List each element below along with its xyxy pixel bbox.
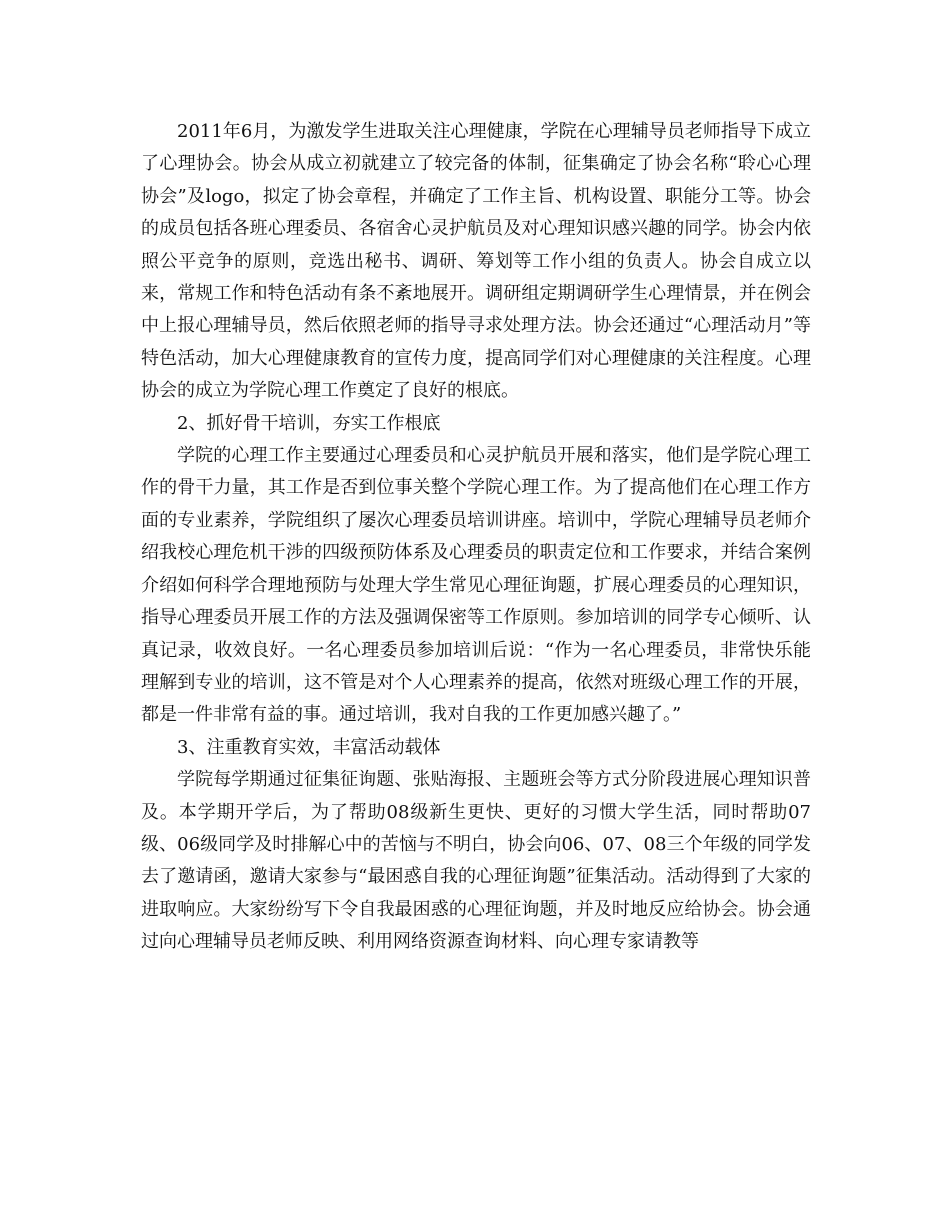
paragraph-education-activities: 学院每学期通过征集征询题、张贴海报、主题班会等方式分阶段进展心理知识普及。本学期开学后，为了帮助08级新生更快、更好的习惯大学生活，同时帮助07级、06级同学及时排解心中的苦恼与不明白，协会向06、07、08三个年级的同学发去了邀请函，邀请大家参与“最困惑自我的心理征询题”征集活动。活动得到了大家的进取响应。大家纷纷写下令自我最困惑的心理征询题，并及时地反应给协会。协会通过向心理辅导员老师反映、利用网络资源查询材料、向心理专家请教等 — [141, 769, 811, 953]
section-heading-backbone-training: 2、抓好骨干培训，夯实工作根底 — [177, 412, 441, 434]
paragraph-backbone-training: 学院的心理工作主要通过心理委员和心灵护航员开展和落实，他们是学院心理工作的骨干力量，其工作是否到位事关整个学院心理工作。为了提高他们在心理工作方面的专业素养，学院组织了屡次心理委员培训讲座。培训中，学院心理辅导员老师介绍我校心理危机干涉的四级预防体系及心理委员的职责定位和工作要求，并结合案例介绍如何科学合理地预防与处理大学生常见心理征询题，扩展心理委员的心理知识，指导心理委员开展工作的方法及强调保密等工作原则。参加培训的同学专心倾听、认真记录，收效良好。一名心理委员参加培训后说：“作为一名心理委员，非常快乐能理解到专业的培训，这不管是对个人心理素养的提高，依然对班级心理工作的开展，都是一件非常有益的事。通过培训，我对自我的工作更加感兴趣了。” — [141, 445, 811, 726]
document-body — [141, 116, 811, 959]
paragraph-association-founding: 2011年6月，为激发学生进取关注心理健康，学院在心理辅导员老师指导下成立了心理协会。协会从成立初就建立了较完备的体制，征集确定了协会名称“聆心心理协会”及logo，拟定了协会章程，并确定了工作主旨、机构设置、职能分工等。协会的成员包括各班心理委员、各宿舍心灵护航员及对心理知识感兴趣的同学。协会内依照公平竞争的原则，竞选出秘书、调研、筹划等工作小组的负责人。协会自成立以来，常规工作和特色活动有条不紊地展开。调研组定期调研学生心理情景，并在例会中上报心理辅导员，然后依照老师的指导寻求处理方法。协会还通过“心理活动月”等特色活动，加大心理健康教育的宣传力度，提高同学们对心理健康的关注程度。心理协会的成立为学院心理工作奠定了良好的根底。 — [141, 121, 811, 402]
section-heading-education-effectiveness: 3、注重教育实效，丰富活动载体 — [177, 736, 441, 758]
